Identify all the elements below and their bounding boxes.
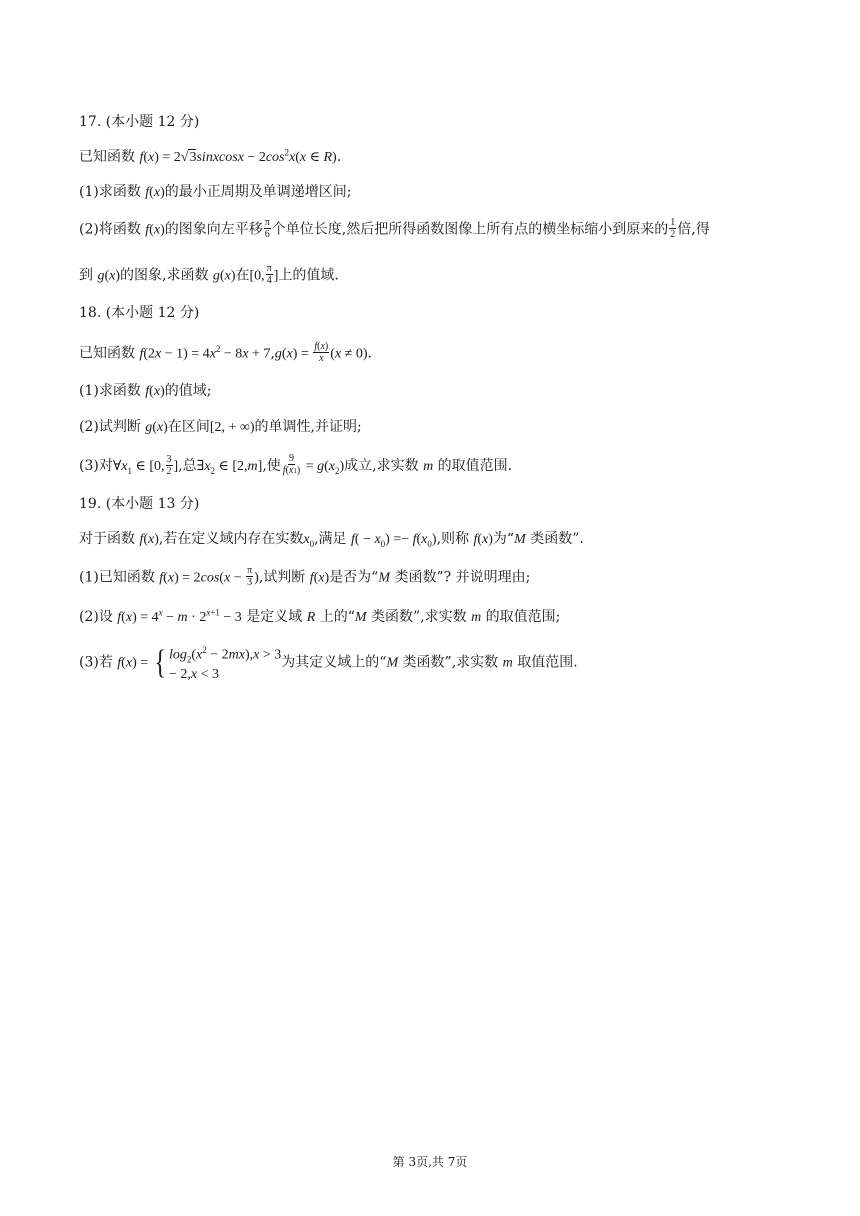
page-number: 第 3页,共 7页 bbox=[392, 1155, 468, 1169]
q17-header: 17. (本小题 12 分) bbox=[79, 114, 200, 130]
q19-part2: (2)设 $f(x) = 4^x - m \cdot 2^{x+1} - 3$ 是定义域 R 上的“M 类函数”,求实数 m 的取值范围; bbox=[79, 607, 561, 625]
q17-part2-line2: 到 g(x)的图象,求函数 g(x)在[0, $\frac{\pi}{4}$ ]上的值域. bbox=[79, 263, 339, 286]
q17-part2-line1: (2)将函数 f(x)的图象向左平移 $\frac{\pi}{6}$ 个单位长度,然后把所得函数图像上所有点的横坐标缩小到原来的 $\frac{1}{2}$ 倍,得 bbox=[79, 217, 710, 240]
q19-part1: (1)已知函数 f(x) = 2cos(x − $\frac{\pi}{3}$ ),试判断 f(x)是否为“M 类函数”? 并说明理由; bbox=[79, 565, 531, 588]
q17-stem: 已知函数 f(x) = 2√3sinxcosx − $2\cos^2x(x$ ∈ R). bbox=[79, 147, 342, 165]
q18-part3: (3)对$\forall x_1$ ∈ [0, $\frac{3}{2}$ ],总$\exists x_2$ ∈ [2,m],使 $\frac{9}{f(x1)}$ = $g(x_2)$成立,求实数 m 的取值范围. bbox=[79, 453, 513, 477]
q19-header: 19. (本小题 13 分) bbox=[79, 496, 200, 512]
q19-stem: 对于函数 f(x),若在定义域内存在实数$x_0$,满足 $f( - x_0) =- f(x_0)$,则称 f(x)为“M 类函数”. bbox=[79, 531, 584, 549]
q18-header: 18. (本小题 12 分) bbox=[79, 305, 200, 321]
q18-stem: 已知函数 $f(2x - 1) = 4x^2 - 8x + 7,g(x)$ = $\frac{f(x)}{x}$ (x ≠ 0). bbox=[79, 341, 372, 364]
q18-part1: (1)求函数 f(x)的值域; bbox=[79, 383, 212, 399]
q18-part2: (2)试判断 g(x)在区间[2, + ∞)的单调性,并证明; bbox=[79, 419, 362, 435]
q17-part1: (1)求函数 f(x)的最小正周期及单调递增区间; bbox=[79, 184, 352, 200]
q19-part3: (3)若 f(x) = { $\log_2(x^2 - 2mx),x > 3$ − 2,x < 3 为其定义域上的“M 类函数”,求实数 m 取值范围. bbox=[79, 643, 578, 683]
